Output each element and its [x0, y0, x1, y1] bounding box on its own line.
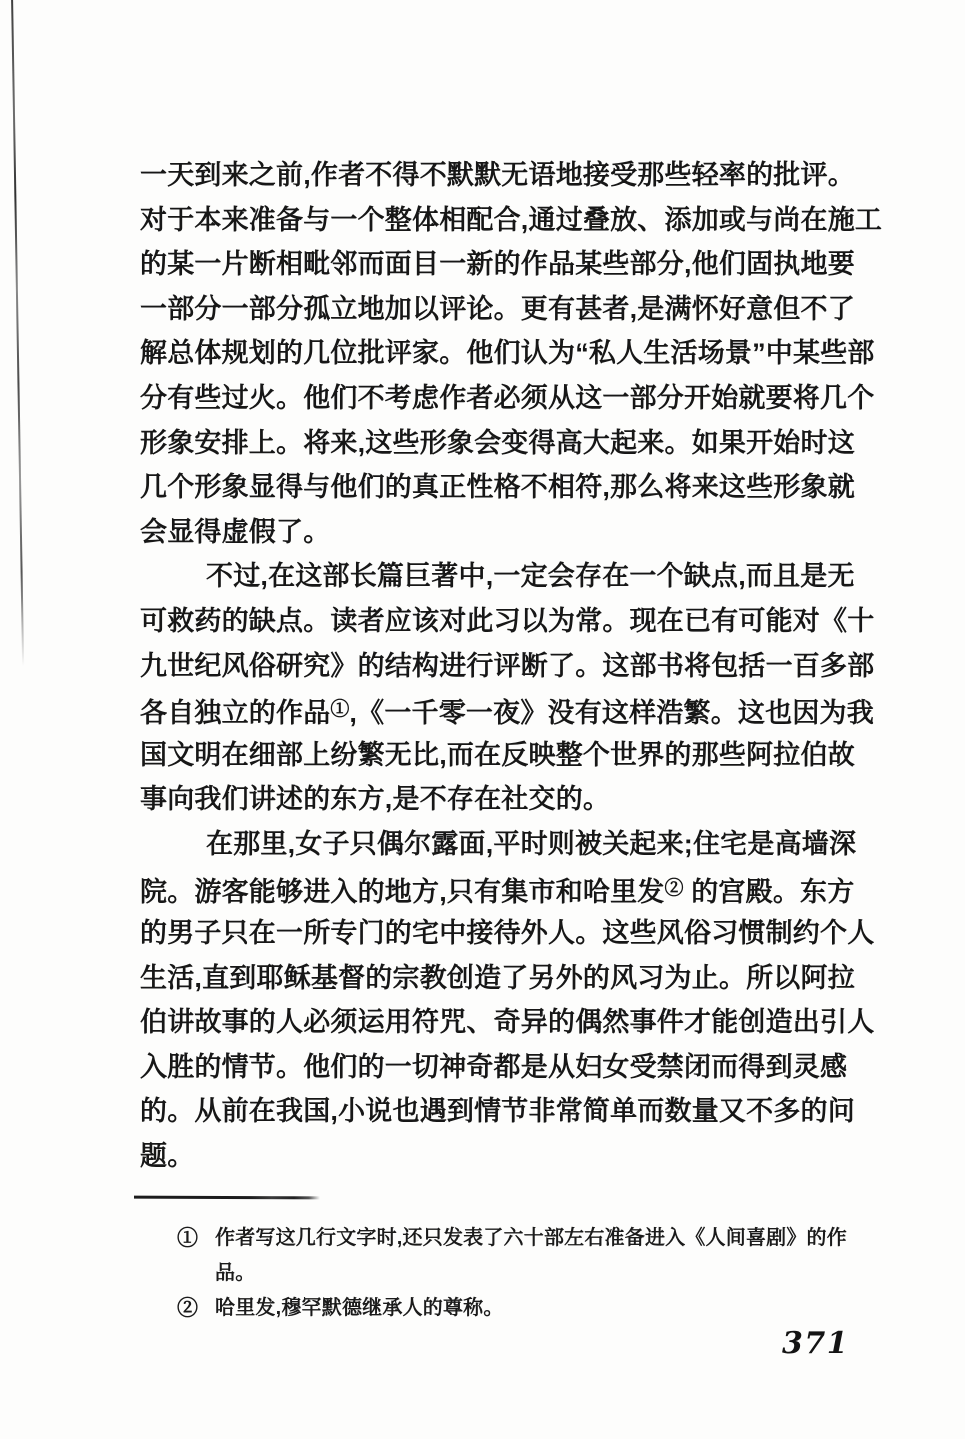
- text-line: [140, 867, 880, 912]
- text-line: 的。从前在我国,小说也遇到情节非常简单而数量又不多的问: [140, 1096, 855, 1127]
- text-line: 对于本来准备与一个整体相配合,通过叠放、添加或与尚在施工: [140, 204, 883, 235]
- footnote-marker-2: ②: [177, 1297, 198, 1320]
- footnote-line: 品。: [215, 1262, 256, 1284]
- text-line: 国文明在细部上纷繁无比,而在反映整个世界的那些阿拉伯故: [140, 739, 855, 770]
- body-text-block: [140, 153, 883, 1179]
- text-line: 的男子只在一所专门的宅中接待外人。这些风俗习惯制约个人: [140, 918, 875, 949]
- footnote-divider: [134, 1196, 320, 1200]
- text-line: 一天到来之前,作者不得不默默无语地接受那些轻率的批评。: [140, 160, 855, 190]
- text-line: 一部分一部分孤立地加以评论。更有甚者,是满怀好意但不了: [140, 293, 855, 324]
- footnote-1: [177, 1221, 877, 1291]
- footnote-marker-1: ①: [177, 1227, 198, 1250]
- text-line: 解总体规划的几位批评家。他们认为“私人生活场景”中某些部: [140, 338, 875, 369]
- text-line: 入胜的情节。他们的一切神奇都是从妇女受禁闭而得到灵感: [140, 1051, 848, 1082]
- footnotes-block: [177, 1221, 877, 1326]
- text-line: 的某一片断相毗邻而面目一新的作品某些部分,他们固执地要: [140, 249, 855, 280]
- scan-edge-artifact-line: [11, 0, 24, 666]
- text-segment: 的宫殿。东方: [683, 876, 855, 907]
- text-line: 形象安排上。将来,这些形象会变得高大起来。如果开始时这: [140, 427, 855, 458]
- text-line-paragraph-start: 在那里,女子只偶尔露面,平时则被关起来;住宅是高墙深: [206, 828, 857, 859]
- text-line: 九世纪风俗研究》的结构进行评断了。这部书将包括一百多部: [140, 650, 875, 681]
- text-line-paragraph-start: 不过,在这部长篇巨著中,一定会存在一个缺点,而且是无: [206, 561, 855, 592]
- footnote-line: 哈里发,穆罕默德继承人的尊称。: [215, 1297, 504, 1319]
- text-segment: 院。游客能够进入的地方,只有集市和哈里发: [140, 876, 665, 907]
- footnote-text: [215, 1291, 877, 1326]
- text-line: [140, 688, 880, 733]
- page-number: 371: [782, 1326, 850, 1361]
- text-line: 分有些过火。他们不考虑作者必须从这一部分开始就要将几个: [140, 382, 875, 413]
- text-line: 生活,直到耶稣基督的宗教创造了另外的风习为止。所以阿拉: [140, 962, 855, 993]
- text-line: 伯讲故事的人必须运用符咒、奇异的偶然事件才能创造出引人: [140, 1007, 875, 1038]
- text-line: 题。: [140, 1141, 195, 1172]
- text-segment: 各自独立的作品: [140, 698, 331, 729]
- text-line: 事向我们讲述的东方,是不存在社交的。: [140, 784, 611, 815]
- text-line: 可救药的缺点。读者应该对此习以为常。现在已有可能对《十: [140, 605, 875, 636]
- text-line: 几个形象显得与他们的真正性格不相符,那么将来这些形象就: [140, 472, 855, 503]
- footnote-ref-1: ①: [330, 699, 350, 721]
- text-segment: ,《一千零一夜》没有这样浩繁。这也因为我: [349, 698, 874, 729]
- footnote-ref-2: ②: [664, 877, 684, 899]
- footnote-text: [215, 1221, 877, 1291]
- footnote-2: [177, 1291, 877, 1326]
- text-line: 会显得虚假了。: [140, 516, 331, 547]
- footnote-line: 作者写这几行文字时,还只发表了六十部左右准备进入《人间喜剧》的作: [215, 1227, 847, 1249]
